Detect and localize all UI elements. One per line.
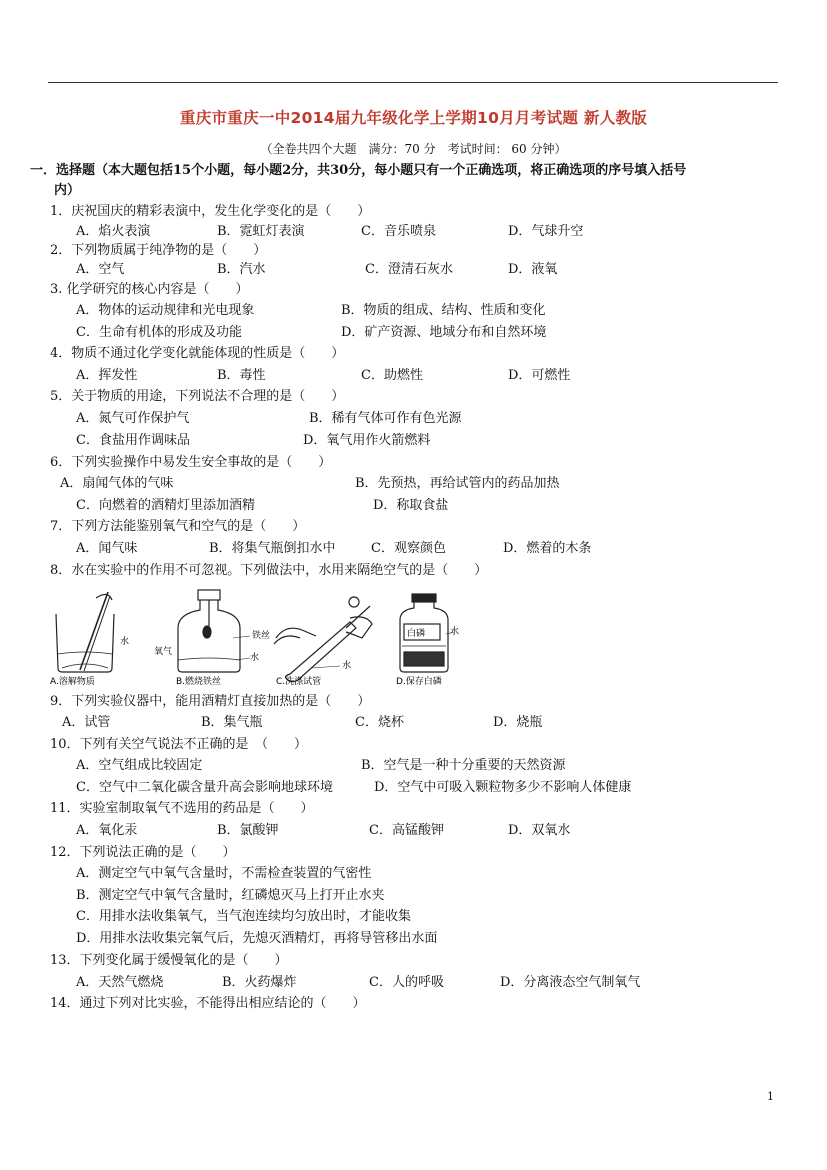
option[interactable]: A．焰火表演 <box>76 224 151 239</box>
question-8-figure <box>50 588 460 688</box>
question-stem: 14．通过下列对比实验，不能得出相应结论的（ ） <box>50 996 366 1011</box>
label-water-a: 水 <box>120 637 130 647</box>
option[interactable]: C．空气中二氧化碳含量升高会影响地球环境 <box>76 780 333 795</box>
option[interactable]: D．双氧水 <box>508 823 571 838</box>
option[interactable]: B．先预热，再给试管内的药品加热 <box>355 476 560 491</box>
option[interactable]: D．气球升空 <box>508 224 584 239</box>
section-heading: 一．选择题（本大题包括15个小题，每小题2分，共30分，每小题只有一个正确选项，将正确选项的序号填入括号 <box>30 163 687 178</box>
caption-a: A.溶解物质 <box>50 677 95 687</box>
option[interactable]: B．火药爆炸 <box>222 975 297 990</box>
option[interactable]: C．观察颜色 <box>371 541 446 556</box>
option[interactable]: B．霓虹灯表演 <box>217 224 305 239</box>
option[interactable]: A．氧化汞 <box>76 823 138 838</box>
option[interactable]: C．食盐用作调味品 <box>76 433 190 448</box>
question-stem: 10．下列有关空气说法不正确的是 （ ） <box>50 737 308 752</box>
option[interactable]: A．氮气可作保护气 <box>76 411 190 426</box>
option[interactable]: D．液氧 <box>508 262 558 277</box>
page-title: 重庆市重庆一中2014届九年级化学上学期10月月考试题 新人教版 <box>179 109 648 127</box>
caption-b: B.燃烧铁丝 <box>176 677 222 687</box>
option[interactable]: C．向燃着的酒精灯里添加酒精 <box>76 498 255 513</box>
option[interactable]: C．高锰酸钾 <box>369 823 444 838</box>
question-stem: 5．关于物质的用途，下列说法不合理的是（ ） <box>50 389 345 404</box>
option[interactable]: B．汽水 <box>217 262 266 277</box>
option[interactable]: A．测定空气中氧气含量时，不需检查装置的气密性 <box>76 866 372 881</box>
gas-jar-illustration <box>178 590 250 672</box>
label-water-c: 水 <box>342 661 352 671</box>
option[interactable]: B．空气是一种十分重要的天然资源 <box>361 758 566 773</box>
label-oxygen: 氧气 <box>154 647 173 657</box>
option[interactable]: D．用排水法收集完氧气后，先熄灭酒精灯，再将导管移出水面 <box>76 931 438 946</box>
section-heading-cont: 内） <box>54 183 81 198</box>
question-stem: 2．下列物质属于纯净物的是（ ） <box>50 243 267 258</box>
question-stem: 8．水在实验中的作用不可忽视。下列做法中，水用来隔绝空气的是（ ） <box>50 563 488 578</box>
option[interactable]: C．用排水法收集氧气，当气泡连续均匀放出时，才能收集 <box>76 909 411 924</box>
option[interactable]: B．集气瓶 <box>201 715 263 730</box>
option[interactable]: B．毒性 <box>217 368 266 383</box>
option[interactable]: B．氯酸钾 <box>217 823 279 838</box>
option[interactable]: B．物质的组成、结构、性质和变化 <box>341 303 546 318</box>
top-rule <box>48 82 778 83</box>
option[interactable]: A．挥发性 <box>76 368 138 383</box>
option[interactable]: B．稀有气体可作有色光源 <box>309 411 462 426</box>
option[interactable]: A．扇闻气体的气味 <box>60 476 174 491</box>
label-iron-wire: 铁丝 <box>252 631 271 641</box>
option[interactable]: C．烧杯 <box>355 715 404 730</box>
caption-d: D.保存白磷 <box>396 677 442 687</box>
label-water-d: 水 <box>450 627 460 637</box>
option[interactable]: D．燃着的木条 <box>503 541 592 556</box>
question-stem: 4．物质不通过化学变化就能体现的性质是（ ） <box>50 346 345 361</box>
option[interactable]: D．矿产资源、地域分布和自然环境 <box>341 325 547 340</box>
option[interactable]: B．测定空气中氧气含量时，红磷熄灭马上打开止水夹 <box>76 888 385 903</box>
option[interactable]: A．空气组成比较固定 <box>76 758 203 773</box>
question-stem: 11．实验室制取氧气不选用的药品是（ ） <box>50 801 314 816</box>
option[interactable]: C．音乐喷泉 <box>361 224 436 239</box>
option[interactable]: A．闻气味 <box>76 541 138 556</box>
test-tube-illustration <box>274 597 372 682</box>
label-white-phosphorus: 白磷 <box>407 629 426 639</box>
option[interactable]: C．人的呼吸 <box>369 975 444 990</box>
caption-c: C.洗涤试管 <box>276 677 322 687</box>
question-stem: 13．下列变化属于缓慢氧化的是（ ） <box>50 953 288 968</box>
option[interactable]: C．助燃性 <box>361 368 423 383</box>
page-number: 1 <box>767 1090 774 1103</box>
option[interactable]: A．空气 <box>76 262 125 277</box>
option[interactable]: A．试管 <box>62 715 111 730</box>
exam-info: （全卷共四个大题 满分：70 分 考试时间： 60 分钟） <box>260 142 567 156</box>
label-water-b: 水 <box>250 653 260 663</box>
question-stem: 3. 化学研究的核心内容是（ ） <box>50 282 249 297</box>
option[interactable]: C．生命有机体的形成及功能 <box>76 325 242 340</box>
question-stem: 9．下列实验仪器中，能用酒精灯直接加热的是（ ） <box>50 694 371 709</box>
option[interactable]: C．澄清石灰水 <box>365 262 453 277</box>
option[interactable]: D．氧气用作火箭燃料 <box>303 433 431 448</box>
question-stem: 12．下列说法正确的是（ ） <box>50 845 236 860</box>
beaker-illustration <box>56 592 114 672</box>
option[interactable]: D．烧瓶 <box>493 715 543 730</box>
option[interactable]: D．称取食盐 <box>373 498 449 513</box>
question-stem: 1．庆祝国庆的精彩表演中，发生化学变化的是（ ） <box>50 204 371 219</box>
option[interactable]: B．将集气瓶倒扣水中 <box>209 541 336 556</box>
option[interactable]: D．可燃性 <box>508 368 571 383</box>
option[interactable]: D．分离液态空气制氧气 <box>500 975 641 990</box>
question-stem: 6．下列实验操作中易发生安全事故的是（ ） <box>50 455 332 470</box>
option[interactable]: D．空气中可吸入颗粒物多少不影响人体健康 <box>374 780 632 795</box>
option[interactable]: A．天然气燃烧 <box>76 975 164 990</box>
option[interactable]: A．物体的运动规律和光电现象 <box>76 303 255 318</box>
question-stem: 7．下列方法能鉴别氧气和空气的是（ ） <box>50 519 306 534</box>
